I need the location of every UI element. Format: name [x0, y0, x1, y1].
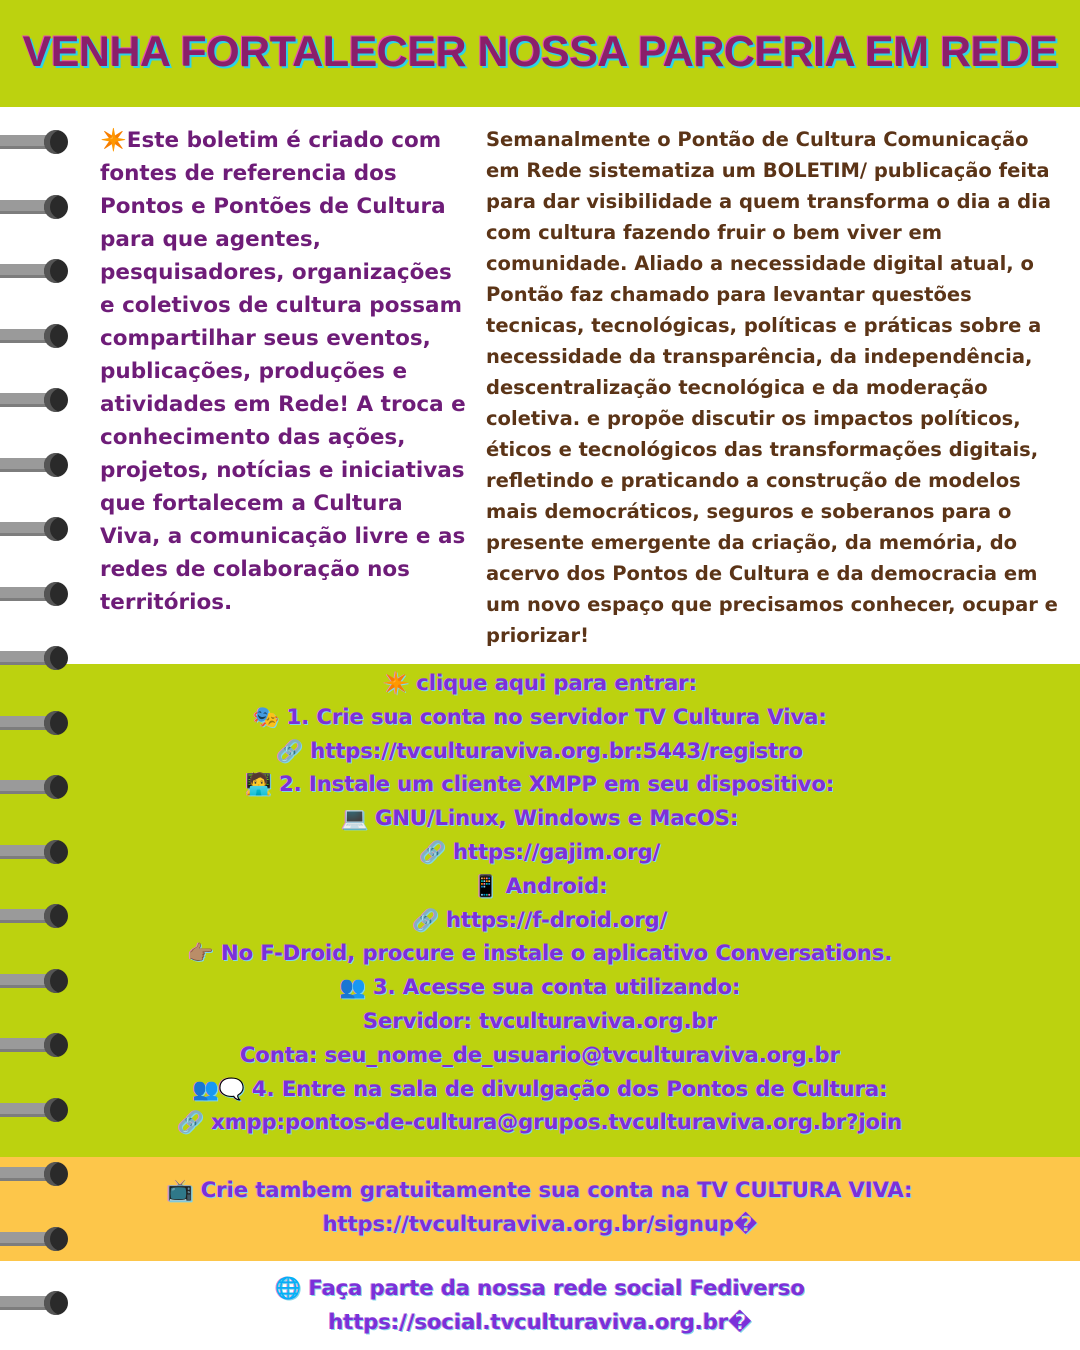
spiral-hole — [44, 195, 68, 219]
step-1-heading: 🎭 1. Crie sua conta no servidor TV Cultura Viva: — [253, 704, 827, 729]
spiral-hole — [44, 646, 68, 670]
spiral-hole — [44, 1291, 68, 1315]
spiral-ring — [0, 1098, 74, 1122]
spiral-ring — [0, 840, 74, 864]
step-4-heading: 👥🗨️ 4. Entre na sala de divulgação dos Pontos de Cultura: — [192, 1076, 888, 1101]
page-title: VENHA FORTALECER NOSSA PARCERIA EM REDE — [22, 28, 1058, 76]
spiral-hole — [44, 582, 68, 606]
spiral-ring — [0, 1033, 74, 1057]
spiral-ring — [0, 130, 74, 154]
tv-signup-link[interactable]: https://tvculturaviva.org.br/signup� — [322, 1211, 758, 1236]
spiral-ring — [0, 517, 74, 541]
tv-signup — [0, 1174, 1080, 1242]
spiral-hole — [44, 711, 68, 735]
spiral-ring — [0, 582, 74, 606]
gajim-link[interactable]: 🔗 https://gajim.org/ — [419, 839, 661, 864]
android-label: 📱 Android: — [472, 873, 608, 898]
star-icon: ✴️ — [100, 128, 127, 153]
xmpp-room-link[interactable]: 🔗 xmpp:pontos-de-cultura@grupos.tvculturaviva.org.br?join — [177, 1110, 903, 1135]
fdroid-link[interactable]: 🔗 https://f-droid.org/ — [412, 907, 668, 932]
spiral-hole — [44, 775, 68, 799]
fediverso-invite — [0, 1272, 1080, 1340]
spiral-ring — [0, 969, 74, 993]
spiral-hole — [44, 1162, 68, 1186]
step-3-heading: 👥 3. Acesse sua conta utilizando: — [339, 975, 741, 1000]
instructions-list — [0, 667, 1080, 1140]
spiral-hole — [44, 388, 68, 412]
spiral-hole — [44, 324, 68, 348]
spiral-ring — [0, 195, 74, 219]
spiral-hole — [44, 969, 68, 993]
spiral-ring — [0, 324, 74, 348]
enter-link[interactable]: ✴️ clique aqui para entrar: — [382, 671, 698, 695]
spiral-ring — [0, 1227, 74, 1251]
intro-right-text: Semanalmente o Pontão de Cultura Comunicação em Rede sistematiza um BOLETIM/ publicação feita para dar visibilidade a quem transforma o dia a dia com cultura fazendo fruir o bem viver em comunidade. Aliado a necessidade digital atual, o Pontão faz chamado para levantar questões tecnicas, tecnológicas, políticas e práticas sobre a necessidade da transparência, da independência, descentralização tecnológica e da moderação coletiva. e propõe discutir os impactos políticos, éticos e tecnológicos das transformações digitais, refletindo e praticando a construção de modelos mais democráticos, seguros e soberanos para o presente emergente da criação, da memória, do acervo dos Pontos de Cultura e da democracia em um novo espaço que precisamos conhecer, ocupar e priorizar! — [486, 128, 1058, 647]
desktop-os-label: 💻 GNU/Linux, Windows e MacOS: — [341, 806, 739, 831]
spiral-ring — [0, 646, 74, 670]
spiral-hole — [44, 259, 68, 283]
spiral-hole — [44, 453, 68, 477]
spiral-ring — [0, 259, 74, 283]
spiral-hole — [44, 517, 68, 541]
spiral-hole — [44, 1098, 68, 1122]
spiral-ring — [0, 453, 74, 477]
spiral-ring — [0, 1291, 74, 1315]
register-link[interactable]: 🔗 https://tvculturaviva.org.br:5443/registro — [276, 738, 804, 763]
spiral-hole — [44, 904, 68, 928]
spiral-ring — [0, 711, 74, 735]
fdroid-instruction: 👉🏽 No F-Droid, procure e instale o aplicativo Conversations. — [187, 941, 893, 966]
spiral-hole — [44, 130, 68, 154]
spiral-hole — [44, 1033, 68, 1057]
fediverso-link[interactable]: https://social.tvculturaviva.org.br� — [328, 1309, 752, 1334]
spiral-hole — [44, 840, 68, 864]
server-info: Servidor: tvculturaviva.org.br — [363, 1008, 717, 1033]
spiral-ring — [0, 904, 74, 928]
intro-left-body: Este boletim é criado com fontes de referencia dos Pontos e Pontões de Cultura para que agentes, pesquisadores, organizações e coletivos de cultura possam compartilhar seus eventos, publicações, produções e atividades em Rede! A troca e conhecimento das ações, projetos, notícias e iniciativas que fortalecem a Cultura Viva, a comunicação livre e as redes de colaboração nos territórios. — [100, 128, 466, 615]
fediverso-heading: 🌐 Faça parte da nossa rede social Fediverso — [275, 1276, 805, 1300]
tv-signup-heading: 📺 Crie tambem gratuitamente sua conta na TV CULTURA VIVA: — [167, 1178, 913, 1202]
notebook-spiral — [0, 0, 80, 1350]
spiral-hole — [44, 1227, 68, 1251]
intro-left-text — [100, 124, 468, 619]
spiral-ring — [0, 388, 74, 412]
step-2-heading: 🧑‍💻 2. Instale um cliente XMPP em seu dispositivo: — [245, 772, 835, 797]
spiral-ring — [0, 1162, 74, 1186]
account-info: Conta: seu_nome_de_usuario@tvculturaviva.org.br — [240, 1042, 840, 1067]
spiral-ring — [0, 775, 74, 799]
